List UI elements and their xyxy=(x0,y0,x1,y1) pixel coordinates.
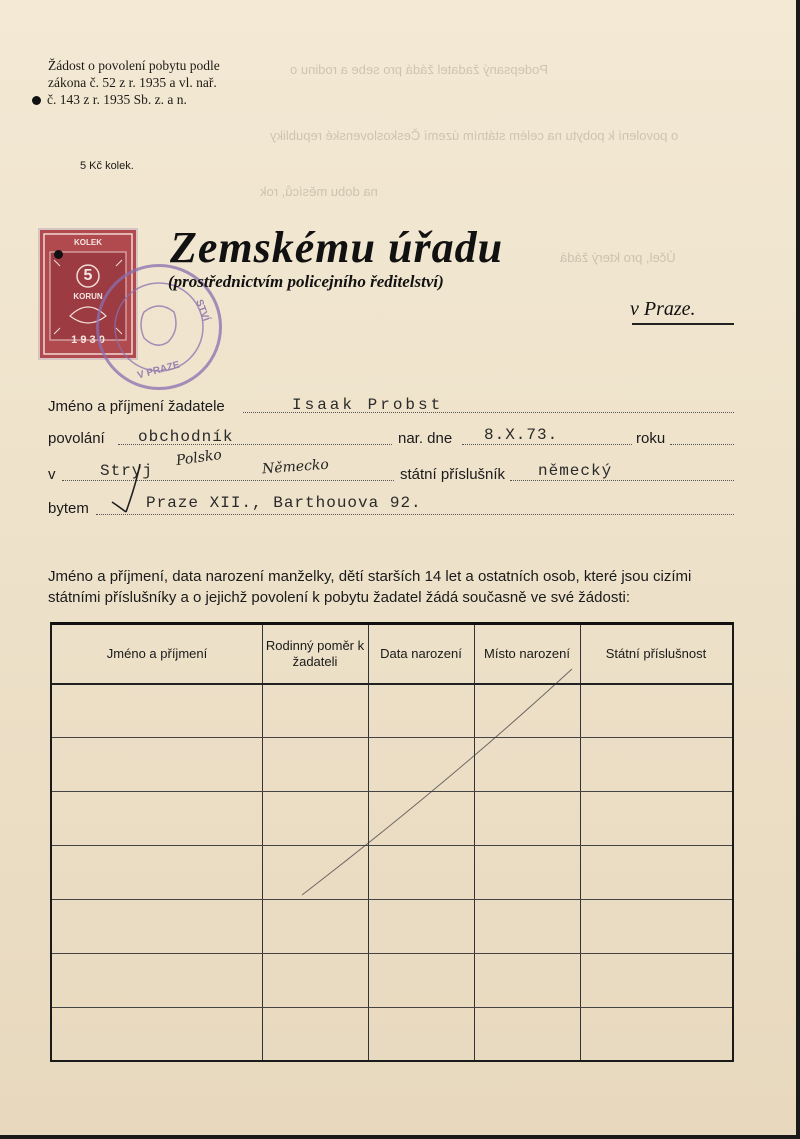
occupation-value: obchodník xyxy=(138,428,234,446)
nationality-value: německý xyxy=(538,462,613,480)
page-title: Zemskému úřadu xyxy=(170,223,504,272)
birth-date-value: 8.X.73. xyxy=(484,426,559,444)
birth-place-value: Stryj xyxy=(100,462,154,480)
birth-place-handwritten-2: Německo xyxy=(261,456,330,478)
city-label: v Praze. xyxy=(630,298,696,320)
table-header-birth-place: Místo narození xyxy=(484,646,570,661)
bleed-through: o povolení k pobytu na celém státním území Československé republiky xyxy=(270,128,679,143)
seal-side-text: STVÍ xyxy=(193,298,212,323)
applicant-name-value: Isaak Probst xyxy=(292,396,444,414)
family-members-instructions: Jméno a příjmení, data narození manželky, dětí starších 14 let a ostatních osob, které jsou cizími státními příslušníky a o jejichž povolení k pobytu žadatel žádá současně ve své žádosti: xyxy=(48,568,692,606)
birth-place-label: v xyxy=(48,466,56,483)
legal-basis-note xyxy=(48,57,220,108)
birth-date-label: nar. dne xyxy=(398,430,453,447)
residence-value: Praze XII., Barthouova 92. xyxy=(146,494,422,512)
birth-year-label: roku xyxy=(636,430,666,447)
table-header-nationality: Státní příslušnost xyxy=(605,646,707,661)
residence-line xyxy=(96,514,734,515)
bleed-through: Účel, pro který žádá xyxy=(560,250,676,265)
bullet-dot-icon xyxy=(54,250,63,259)
birth-date-line xyxy=(462,444,632,445)
occupation-label: povolání xyxy=(48,430,105,447)
page-subtitle: (prostřednictvím policejního ředitelství) xyxy=(168,272,444,291)
family-members-table xyxy=(50,622,734,1062)
handwritten-mark-icon xyxy=(100,458,146,520)
residence-label: bytem xyxy=(48,500,89,517)
legal-basis-line-3: č. 143 z r. 1935 Sb. z. a n. xyxy=(47,92,187,107)
bleed-through: Podepsaný žadatel žádá pro sebe a rodinu o xyxy=(290,62,549,77)
seal-bottom-text: V PRAZE xyxy=(136,359,182,382)
cancellation-strike-icon xyxy=(52,625,732,1061)
nationality-line xyxy=(510,480,734,481)
stamp-year: 1 9 3 0 xyxy=(71,334,105,346)
bullet-dot-icon xyxy=(32,96,41,105)
legal-basis-line-1: Žádost o povolení pobytu podle xyxy=(48,58,220,73)
stamp-value: 5 xyxy=(83,267,93,284)
birth-year-line xyxy=(670,444,734,445)
legal-basis-line-2: zákona č. 52 z r. 1935 a vl. nař. xyxy=(48,75,217,90)
fee-note: 5 Kč kolek. xyxy=(80,160,134,172)
stamp-top-text: KOLEK xyxy=(74,238,102,247)
table-header-birth-date: Data narození xyxy=(380,646,462,661)
table-header-relation: Rodinný poměr k žadateli xyxy=(265,638,365,669)
applicant-name-label: Jméno a příjmení žadatele xyxy=(48,398,225,415)
stamp-bottom-text: KORUN xyxy=(73,292,103,301)
nationality-label: státní příslušník xyxy=(400,466,506,483)
table-header-name: Jméno a příjmení xyxy=(106,646,208,661)
birth-place-handwritten-1: Polsko xyxy=(175,446,223,470)
city-underline xyxy=(632,323,734,325)
bleed-through: na dobu měsíců, rok xyxy=(260,184,378,199)
